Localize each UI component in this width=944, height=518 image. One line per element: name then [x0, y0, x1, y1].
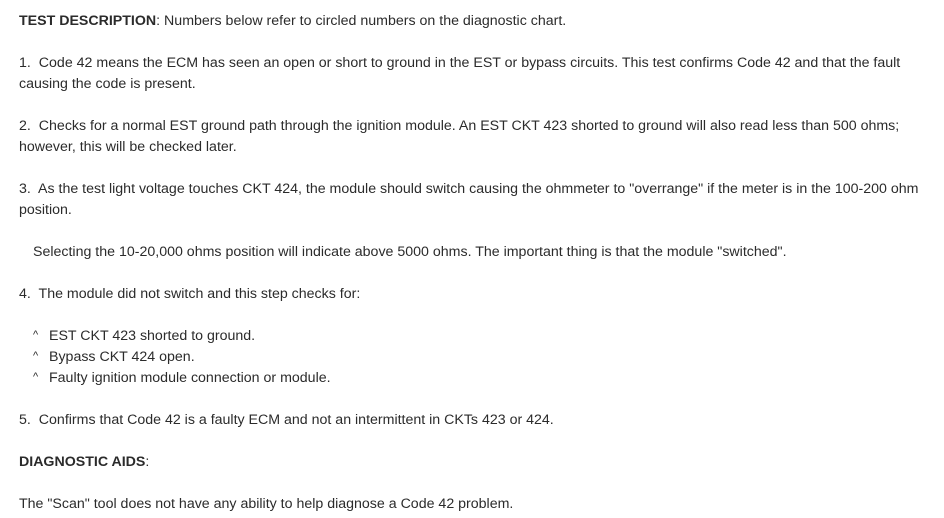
step-4-text: The module did not switch and this step checks for:	[38, 286, 361, 302]
bullet-text: Bypass CKT 424 open.	[49, 349, 195, 365]
step-3-note: Selecting the 10-20,000 ohms position will indicate above 5000 ohms. The important thing is that the module "switched".	[33, 244, 787, 260]
diagnostic-aids-heading	[19, 452, 924, 473]
bullet-text: Faulty ignition module connection or module.	[49, 370, 331, 386]
test-description-text: : Numbers below refer to circled numbers on the diagnostic chart.	[156, 13, 567, 29]
step-4	[19, 284, 924, 305]
step-3-text: As the test light voltage touches CKT 424, the module should switch causing the ohmmeter to "overrange" if the meter is in the 100-200 ohm position.	[19, 181, 919, 218]
step-3	[19, 179, 924, 221]
caret-bullet-icon: ^	[33, 371, 39, 383]
step-5-text: Confirms that Code 42 is a faulty ECM and not an intermittent in CKTs 423 or 424.	[38, 412, 554, 428]
list-item	[33, 368, 331, 389]
diagnostic-aids-text: The "Scan" tool does not have any ability to help diagnose a Code 42 problem.	[19, 496, 514, 512]
step-5-number: 5.	[19, 412, 31, 428]
diagnostic-aids-suffix: :	[145, 454, 150, 470]
step-2-number: 2.	[19, 118, 31, 134]
step-3-number: 3.	[19, 181, 31, 197]
step-2-text: Checks for a normal EST ground path through the ignition module. An EST CKT 423 shorted to ground will also read less than 500 ohms; however, this will be checked later.	[19, 118, 900, 155]
step-1	[19, 53, 924, 95]
test-description-label: TEST DESCRIPTION	[19, 13, 157, 29]
test-description-heading	[19, 11, 924, 32]
diagnostic-aids-label: DIAGNOSTIC AIDS	[19, 454, 146, 470]
step-1-number: 1.	[19, 55, 31, 71]
step-1-text: Code 42 means the ECM has seen an open or short to ground in the EST or bypass circuits. This test confirms Code 42 and that the fault causing the code is present.	[19, 55, 901, 92]
caret-bullet-icon: ^	[33, 329, 39, 341]
list-item	[33, 347, 195, 368]
step-5	[19, 410, 924, 431]
list-item	[33, 326, 255, 347]
bullet-text: EST CKT 423 shorted to ground.	[49, 328, 256, 344]
caret-bullet-icon: ^	[33, 350, 39, 362]
step-2	[19, 116, 924, 158]
step-4-number: 4.	[19, 286, 31, 302]
